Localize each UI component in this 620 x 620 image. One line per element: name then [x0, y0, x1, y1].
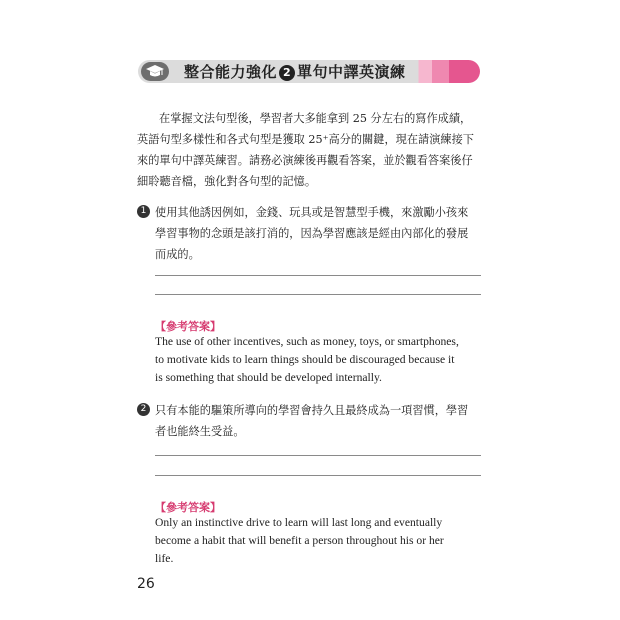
answer-line: to motivate kids to learn things should be discouraged because it	[155, 353, 455, 366]
section-number-badge: 2	[279, 65, 295, 81]
graduation-cap-icon	[141, 62, 169, 81]
chapter-header	[138, 60, 480, 83]
intro-line: 在掌握文法句型後，學習者大多能拿到 25 分左右的寫作成績，	[159, 112, 472, 125]
reference-answer-text	[155, 333, 485, 387]
title-prefix: 整合能力強化	[184, 63, 278, 81]
reference-answer-text	[155, 514, 485, 568]
intro-line: 來的單句中譯英練習。請務必演練後再觀看答案，並於觀看答案後仔	[137, 154, 473, 167]
question-line: 使用其他誘因例如，金錢、玩具或是智慧型手機，來激勵小孩來	[155, 206, 469, 219]
question-number-badge: 1	[137, 205, 150, 218]
question-line: 者也能終生受益。	[155, 425, 245, 438]
answer-line: become a habit that will benefit a person throughout his or her	[155, 534, 444, 547]
intro-line: 細聆聽音檔，強化對各句型的記憶。	[137, 175, 317, 188]
question-2	[137, 400, 487, 442]
question-1	[137, 202, 487, 265]
question-line: 而成的。	[155, 248, 200, 261]
intro-line: 英語句型多樣性和各式句型是獲取 25⁺高分的關鍵，現在請演練接下	[137, 133, 474, 146]
question-text	[155, 400, 487, 442]
question-line: 學習事物的念頭是該打消的，因為學習應該是經由內部化的發展	[155, 227, 469, 240]
page-number: 26	[137, 576, 155, 592]
title-suffix: 單句中譯英演練	[297, 63, 406, 81]
answer-line: is something that should be developed internally.	[155, 371, 382, 384]
reference-answer-label: 【參考答案】	[155, 320, 221, 333]
reference-answer-label: 【參考答案】	[155, 501, 221, 514]
answer-line: Only an instinctive drive to learn will last long and eventually	[155, 516, 443, 529]
answer-writing-line[interactable]	[155, 275, 481, 276]
question-text	[155, 202, 487, 265]
question-line: 只有本能的驅策所導向的學習會持久且最終成為一項習慣，學習	[155, 404, 469, 417]
section-title	[184, 61, 406, 82]
intro-paragraph	[137, 108, 487, 192]
answer-line: life.	[155, 552, 174, 565]
answer-writing-line[interactable]	[155, 294, 481, 295]
answer-writing-line[interactable]	[155, 455, 481, 456]
question-number-badge: 2	[137, 403, 150, 416]
answer-line: The use of other incentives, such as money, toys, or smartphones,	[155, 335, 459, 348]
answer-writing-line[interactable]	[155, 475, 481, 476]
